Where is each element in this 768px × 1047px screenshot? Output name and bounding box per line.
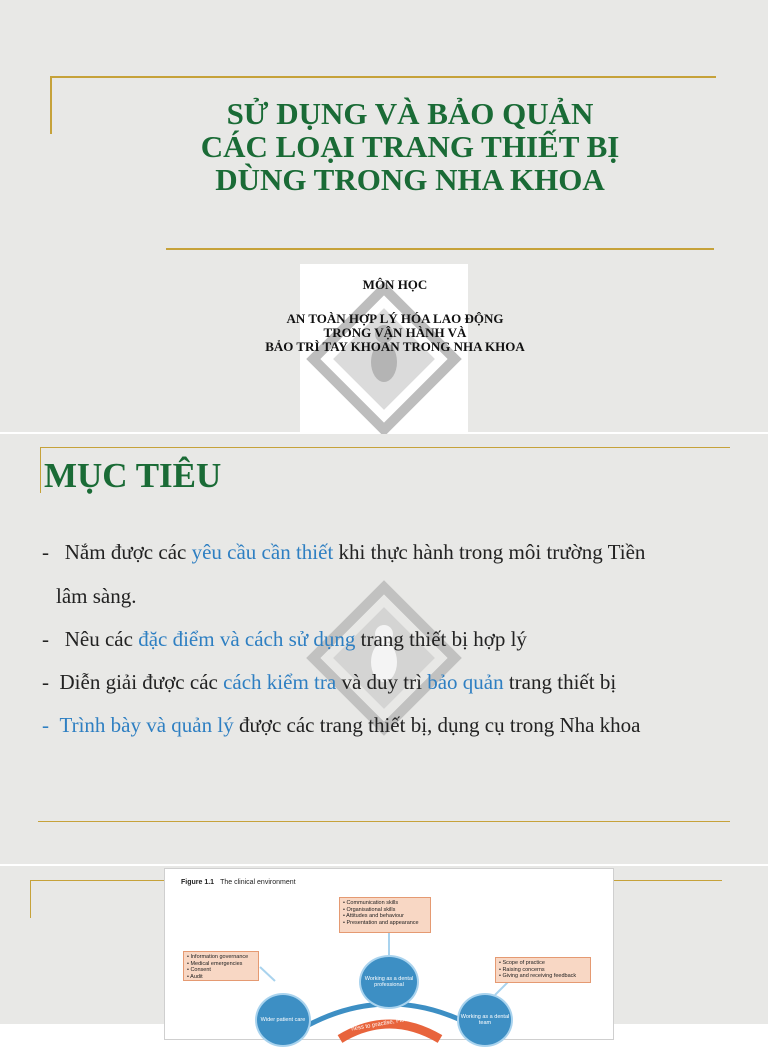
top-gold-rule [40, 447, 730, 448]
list-item: - Nắm được các yêu cầu cần thiết khi thực hành trong môi trường Tiền [42, 540, 646, 564]
list-item: - Trình bày và quản lý được các trang thiết bị, dụng cụ trong Nha khoa [42, 713, 641, 737]
figure-slide [0, 866, 768, 1033]
list-item: - Nêu các đặc điểm và cách sử dụng trang thiết bị hợp lý [42, 627, 527, 651]
arc-label: ness to practise, Fitness [350, 1015, 416, 1033]
subject-label: MÔN HỌC [362, 277, 428, 292]
left-governance-box: • Information governance • Medical emergencies • Consent • Audit [183, 951, 259, 981]
top-skills-box: • Communication skills • Organisational skills • Attitudes and behaviour • Presentation and appearance [339, 897, 431, 933]
left-gold-rule [40, 447, 41, 493]
subject-line-3: BẢO TRÌ TAY KHOAN TRONG NHA KHOA [265, 339, 525, 354]
list-item: - Diễn giải được các cách kiểm tra và duy trì bảo quản trang thiết bị [42, 670, 617, 694]
figure-title: The clinical environment [220, 879, 296, 886]
subject-line-2: TRONG VẬN HÀNH VÀ [323, 325, 467, 340]
title-slide [0, 0, 768, 432]
left-gold-rule [30, 880, 31, 918]
objectives-heading: MỤC TIÊU [44, 456, 222, 495]
top-gold-rule [50, 76, 716, 78]
objectives-slide [0, 434, 768, 864]
bottom-gold-rule [38, 821, 730, 822]
center-circle: Working as a dental professional [359, 955, 419, 1009]
clinical-environment-figure [164, 868, 614, 1040]
title-line-2: CÁC LOẠI TRANG THIẾT BỊ [200, 129, 620, 164]
subject-line-1: AN TOÀN HỢP LÝ HÓA LAO ĐỘNG [286, 311, 504, 326]
left-circle: Wider patient care [255, 993, 311, 1047]
title-line-1: SỬ DỤNG VÀ BẢO QUẢN [226, 96, 594, 131]
title-line-3: DÙNG TRONG NHA KHOA [215, 162, 605, 197]
subject-text [230, 278, 560, 354]
left-gold-rule [50, 76, 52, 134]
title-underline-rule [166, 248, 714, 250]
list-item: lâm sàng. [56, 584, 137, 608]
right-circle: Working as a dental team [457, 993, 513, 1047]
figure-label: Figure 1.1 [181, 879, 215, 886]
right-practice-box: • Scope of practice • Raising concerns • Giving and receiving feedback [495, 957, 591, 983]
slide-title [150, 97, 670, 196]
